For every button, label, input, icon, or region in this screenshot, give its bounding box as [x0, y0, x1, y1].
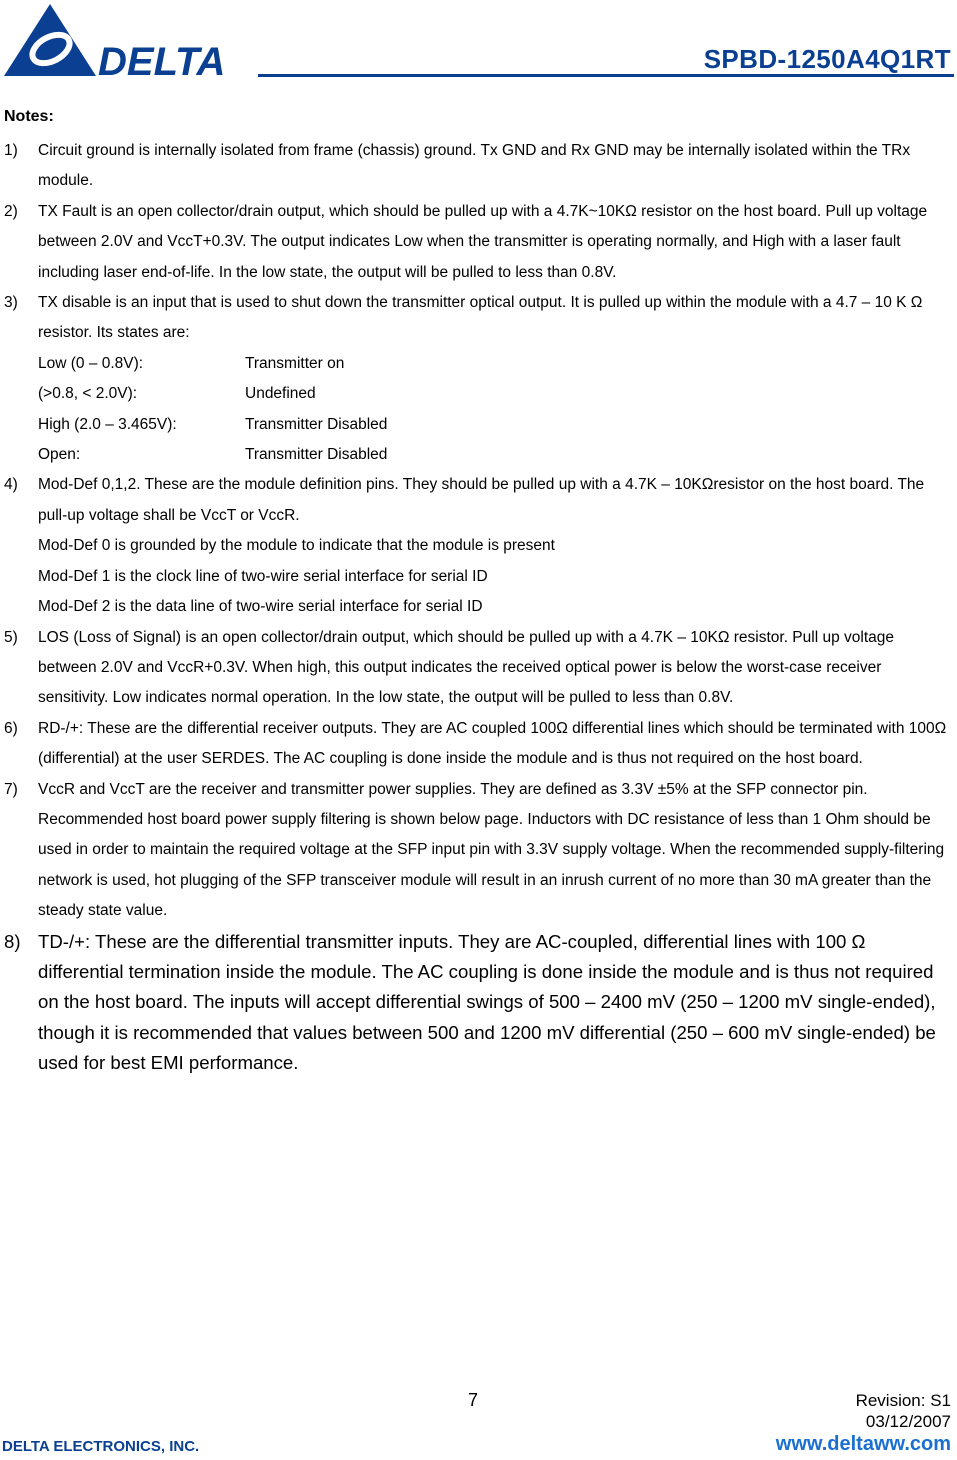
note-1 — [4, 136, 954, 197]
state-level: Open: — [38, 446, 81, 464]
document-id: SPBD-1250A4Q1RT — [703, 44, 951, 74]
state-row — [38, 440, 954, 470]
page-number: 7 — [468, 1390, 479, 1410]
note-5 — [4, 623, 954, 714]
state-value: Undefined — [245, 385, 316, 403]
note-text: VccR and VccT are the receiver and transmitter power supplies. They are defined as 3.3V ±5% at the SFP connector pin. Recommended host board power supply filtering is shown below page. Inductors with DC resistance of less than 1 Ohm should be used in order to maintain the required voltage at the SFP input pin with 3.3V supply voltage. When the recommended supply-filtering network is used, hot plugging of the SFP transceiver module will result in an inrush current of no more than 30 mA greater than the steady state value. — [38, 780, 945, 920]
note-4 — [4, 470, 954, 622]
delta-logo — [2, 2, 248, 78]
note-text: LOS (Loss of Signal) is an open collector/drain output, which should be pulled up with a 4.7K – 10KΩ resistor. Pull up voltage between 2.0V and VccR+0.3V. When high, this output indicates the received optical power is below the worst-case receiver sensitivity. Low indicates normal operation. In the low state, the output will be pulled to less than 0.8V. — [38, 628, 894, 707]
note-number: 5) — [4, 628, 18, 646]
note-detail: Mod-Def 2 is the data line of two-wire serial interface for serial ID — [38, 598, 483, 616]
logo-wordmark: DELTA — [98, 40, 226, 78]
state-level: High (2.0 – 3.465V): — [38, 415, 177, 433]
note-number: 7) — [4, 780, 18, 798]
note-7 — [4, 775, 954, 927]
revision-label: Revision: S1 — [855, 1391, 951, 1410]
note-detail: Mod-Def 0 is grounded by the module to indicate that the module is present — [38, 537, 555, 555]
note-2 — [4, 197, 954, 288]
note-text: RD-/+: These are the differential receiver outputs. They are AC coupled 100Ω differential lines which should be terminated with 100Ω (differential) at the user SERDES. The AC coupling is done inside the module and is thus not required on the host board. — [38, 719, 947, 768]
note-number: 4) — [4, 476, 18, 494]
note-number: 8) — [4, 930, 21, 952]
note-text: Mod-Def 0,1,2. These are the module definition pins. They should be pulled up with a 4.7K – 10KΩresistor on the host board. The pull-up voltage shall be VccT or VccR. — [38, 476, 925, 524]
note-3 — [4, 288, 954, 470]
note-number: 1) — [4, 142, 18, 159]
note-text: Circuit ground is internally isolated from frame (chassis) ground. Tx GND and Rx GND may be internally isolated within the TRx module. — [38, 142, 911, 190]
note-number: 2) — [4, 202, 18, 220]
revision-block — [856, 1390, 951, 1432]
note-text: TX Fault is an open collector/drain output, which should be pulled up with a 4.7K~10KΩ resistor on the host board. Pull up voltage between 2.0V and VccT+0.3V. The output indicates Low when the transmitter is operating normally, and High with a laser fault including laser end-of-life. In the low state, the output will be pulled to less than 0.8V. — [38, 202, 928, 281]
note-text: TD-/+: These are the differential transmitter inputs. They are AC-coupled, differential lines with 100 Ω differential termination inside the module. The AC coupling is done inside the module and is thus not required on the host board. The inputs will accept differential swings of 500 – 2400 mV (250 – 1200 mV single-ended), though it is recommended that values between 500 and 1200 mV differential (250 – 600 mV single-ended) be used for best EMI performance. — [38, 930, 936, 1074]
tx-disable-states — [38, 349, 954, 471]
company-name: DELTA ELECTRONICS, INC. — [2, 1438, 200, 1455]
company-url[interactable]: www.deltaww.com — [775, 1433, 951, 1455]
note-detail: Mod-Def 1 is the clock line of two-wire serial interface for serial ID — [38, 567, 488, 585]
notes-list — [4, 136, 954, 1079]
note-number: 3) — [4, 294, 18, 312]
state-level: (>0.8, < 2.0V): — [38, 385, 138, 403]
state-row — [38, 379, 954, 409]
note-6 — [4, 714, 954, 775]
state-value: Transmitter on — [245, 354, 345, 372]
state-row — [38, 410, 954, 440]
note-text: TX disable is an input that is used to shut down the transmitter optical output. It is pulled up within the module with a 4.7 – 10 K Ω resistor. Its states are: — [38, 294, 923, 342]
state-level: Low (0 – 0.8V): — [38, 354, 144, 372]
state-row — [38, 349, 954, 379]
state-value: Transmitter Disabled — [245, 446, 388, 464]
note-number: 6) — [4, 719, 18, 737]
note-8 — [4, 927, 954, 1079]
state-value: Transmitter Disabled — [245, 415, 388, 433]
notes-title: Notes: — [4, 108, 54, 125]
revision-date: 03/12/2007 — [865, 1412, 951, 1431]
